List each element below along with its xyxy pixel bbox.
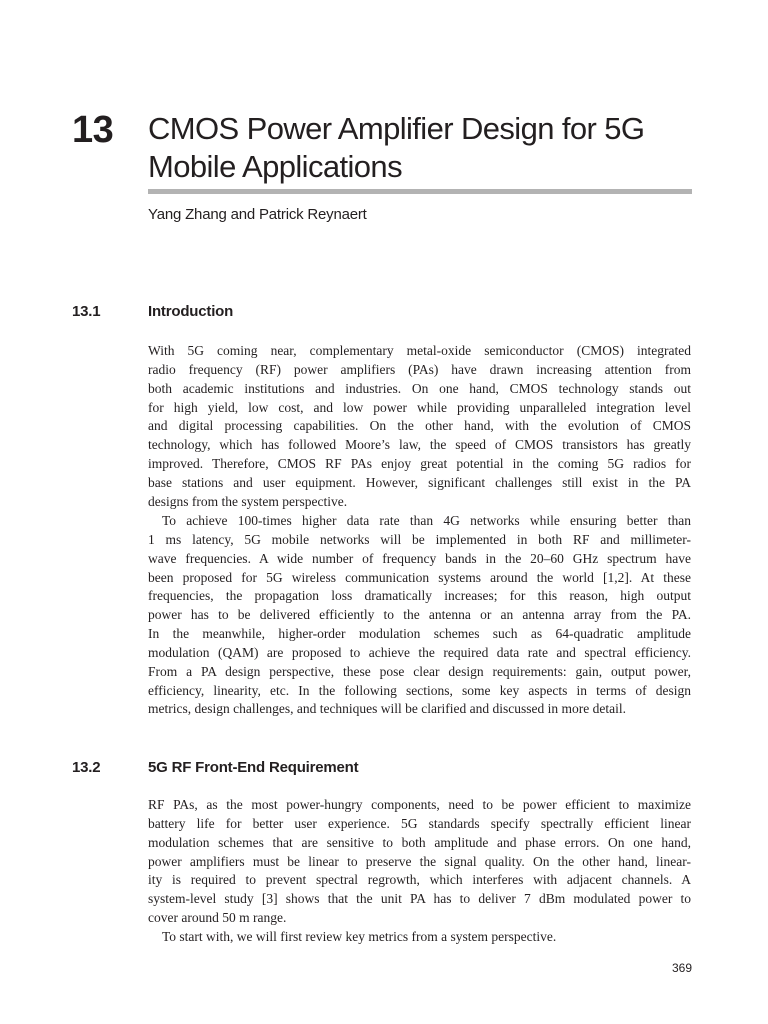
- text-line: designs from the system perspective.: [148, 493, 348, 509]
- text-line: radio frequency (RF) power amplifiers (PAs) have drawn increasing attention from: [148, 361, 691, 377]
- chapter-title-line: Mobile Applications: [148, 149, 402, 184]
- text-line: battery life for better user experience. 5G standards specify spectrally efficient linear: [148, 815, 691, 831]
- text-line: frequencies, the propagation loss dramatically increases; for this reason, high output: [148, 588, 691, 604]
- text-line: cover around 50 m range.: [148, 910, 287, 926]
- section-title: 5G RF Front-End Requirement: [148, 759, 359, 776]
- text-line: In the meanwhile, higher-order modulation schemes such as 64-quadratic amplitude: [148, 626, 691, 642]
- authors: Yang Zhang and Patrick Reynaert: [148, 206, 367, 223]
- page-number: 369: [671, 961, 692, 975]
- text-line: wave frequencies. A wide number of frequency bands in the 20–60 GHz spectrum have: [148, 550, 691, 566]
- paragraph: [148, 928, 691, 947]
- text-line: 1 ms latency, 5G mobile networks will be implemented in both RF and millimeter-: [148, 531, 691, 547]
- text-line: technology, which has followed Moore’s law, the speed of CMOS transistors has greatly: [148, 437, 691, 453]
- paragraph: [148, 796, 691, 928]
- text-line: efficiency, linearity, etc. In the following sections, some key aspects in terms of design: [148, 682, 691, 698]
- text-line: both academic institutions and industries. On one hand, CMOS technology stands out: [148, 380, 691, 396]
- text-line: power amplifiers must be linear to preserve the signal quality. On the other hand, linear-: [148, 853, 691, 869]
- text-line: modulation schemes that are sensitive to both amplitude and phase errors. On one hand,: [148, 834, 691, 850]
- section-title: Introduction: [148, 303, 234, 320]
- text-line: power has to be delivered efficiently to the antenna or an antenna array from the PA.: [148, 607, 691, 623]
- text-line: RF PAs, as the most power-hungry components, need to be power efficient to maximize: [148, 797, 691, 812]
- text-line: From a PA design perspective, these pose clear design requirements: gain, output power,: [148, 663, 691, 679]
- text-line: With 5G coming near, complementary metal-oxide semiconductor (CMOS) integrated: [148, 343, 691, 358]
- paragraph: [148, 512, 691, 719]
- chapter-number: 13: [72, 109, 114, 151]
- text-line: modulation (QAM) are proposed to achieve the required data rate and spectral efficiency.: [148, 644, 691, 660]
- text-line: been proposed for 5G wireless communication systems around the world [1,2]. At these: [148, 569, 691, 585]
- section-number: 13.2: [72, 759, 101, 776]
- chapter-title-line: CMOS Power Amplifier Design for 5G: [148, 111, 645, 146]
- text-line: improved. Therefore, CMOS RF PAs enjoy great potential in the coming 5G radios for: [148, 456, 691, 472]
- text-line: system-level study [3] shows that the unit PA has to deliver 7 dBm modulated power to: [148, 891, 691, 907]
- text-line: To start with, we will first review key metrics from a system perspective.: [162, 929, 557, 944]
- paragraph: [148, 342, 691, 512]
- text-line: and digital processing capabilities. On the other hand, with the evolution of CMOS: [148, 418, 691, 434]
- text-line: To achieve 100-times higher data rate than 4G networks while ensuring better than: [162, 513, 691, 528]
- title-divider: [148, 189, 692, 194]
- section-number: 13.1: [72, 303, 101, 320]
- text-line: for high yield, low cost, and low power while providing unparalleled integration level: [148, 399, 691, 415]
- text-line: ity is required to prevent spectral regrowth, which interferes with adjacent channels. A: [148, 872, 691, 888]
- text-line: metrics, design challenges, and techniques will be clarified and discussed in more detail.: [148, 701, 626, 717]
- chapter-title: [148, 110, 708, 186]
- text-line: base stations and user equipment. However, significant challenges still exist in the PA: [148, 474, 691, 490]
